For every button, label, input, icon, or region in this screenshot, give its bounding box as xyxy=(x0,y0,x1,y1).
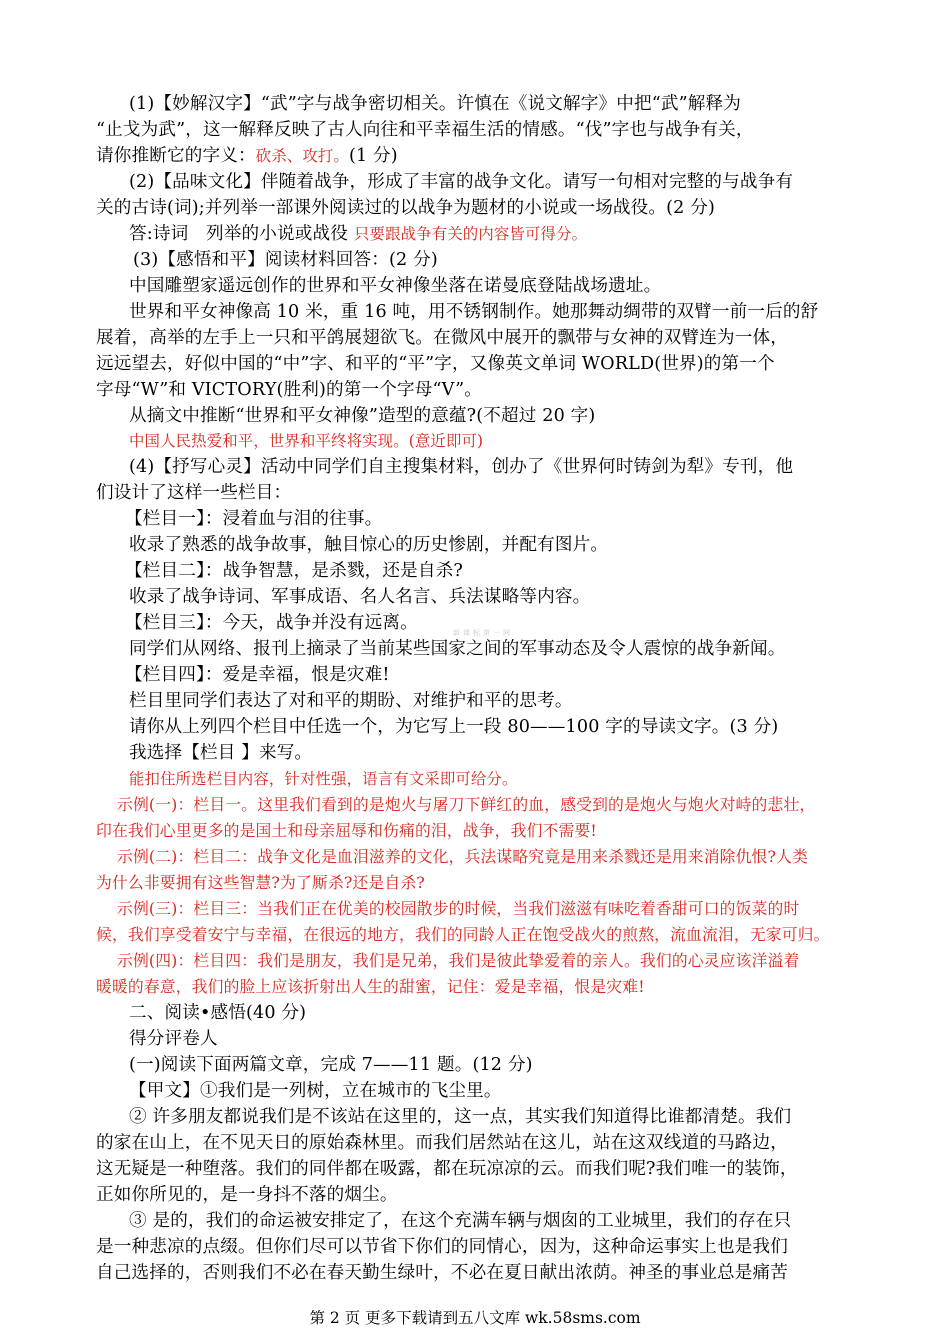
example-1-line-1: 示例(一)：栏目一。这里我们看到的是炮火与屠刀下鲜红的血，感受到的是炮火与炮火对峙的悲壮， xyxy=(117,795,816,814)
q2-line-2: 关的古诗(词);并列举一部课外阅读过的以战争为题材的小说或一场战役。(2 分) xyxy=(96,198,716,218)
q3-heading: (3)【感悟和平】阅读材料回答：(2 分) xyxy=(133,250,438,270)
q3-material-5: 字母“W”和 VICTORY(胜利)的第一个字母“V”。 xyxy=(96,380,482,400)
text-a-p3-line-3: 自己选择的，否则我们不必在春天勤生绿叶，不必在夏日献出浓荫。神圣的事业总是痛苦 xyxy=(96,1263,789,1283)
column-3-title: 【栏目三】：今天，战争并没有远离。 xyxy=(125,613,418,633)
watermark-text: 新课标第一网 xyxy=(453,629,513,637)
example-2-line-1: 示例(二)：栏目二：战争文化是血泪滋养的文化，兵法谋略究竟是用来杀戮还是用来消除仇恨?人类 xyxy=(117,847,809,866)
score-reviewer: 得分评卷人 xyxy=(129,1029,218,1049)
example-4-line-1: 示例(四)：栏目四：我们是朋友，我们是兄弟，我们是彼此挚爱着的亲人。我们的心灵应该洋溢着 xyxy=(117,951,800,970)
column-4-desc: 栏目里同学们表达了对和平的期盼、对维护和平的思考。 xyxy=(129,691,573,711)
text-a-p1: 【甲文】①我们是一列树，立在城市的飞尘里。 xyxy=(129,1081,502,1101)
q2-line-1: (2)【品味文化】伴随着战争，形成了丰富的战争文化。请写一句相对完整的与战争有 xyxy=(129,172,794,192)
example-4-line-2: 暖暖的春意，我们的脸上应该折射出人生的甜蜜，记住：爱是幸福，恨是灾难! xyxy=(96,977,645,996)
q3-material-4: 远远望去，好似中国的“中”字、和平的“平”字，又像英文单词 WORLD(世界)的第一个 xyxy=(96,354,775,374)
text-a-p3-line-1: ③ 是的，我们的命运被安排定了，在这个充满车辆与烟囱的工业城里，我们的存在只 xyxy=(129,1211,792,1231)
q4-scoring: 能扣住所选栏目内容，针对性强，语言有文采即可给分。 xyxy=(129,770,518,788)
example-1-line-2: 印在我们心里更多的是国土和母亲屈辱和伤痛的泪，战争，我们不需要! xyxy=(96,821,597,840)
text-a-p2-line-2: 的家在山上，在不见天日的原始森林里。而我们居然站在这儿，站在这双线道的马路边， xyxy=(96,1133,789,1153)
q3-material-3: 展着，高举的左手上一只和平鸽展翅欲飞。在微风中展开的飘带与女神的双臂连为一体， xyxy=(96,328,789,348)
page-footer: 第 2 页 更多下载请到五八文库 wk.58sms.com xyxy=(309,1309,641,1327)
q1-prompt: 请你推断它的字义： xyxy=(96,146,256,166)
text-a-p2-line-1: ② 许多朋友都说我们是不该站在这里的，这一点，其实我们知道得比谁都清楚。我们 xyxy=(129,1107,792,1127)
q2-answer-line xyxy=(129,221,587,247)
q1-line-3 xyxy=(96,143,398,169)
column-2-desc: 收录了战争诗词、军事成语、名人名言、兵法谋略等内容。 xyxy=(129,587,591,607)
q3-material-2: 世界和平女神像高 10 米，重 16 吨，用不锈钢制作。她那舞动绸带的双臂一前一后的舒 xyxy=(129,302,819,322)
q3-material-1: 中国雕塑家遥远创作的世界和平女神像坐落在诺曼底登陆战场遗址。 xyxy=(129,276,662,296)
column-4-title: 【栏目四】：爱是幸福，恨是灾难! xyxy=(125,665,390,685)
q4-line-1: (4)【抒写心灵】活动中同学们自主搜集材料，创办了《世界何时铸剑为犁》专刊，他 xyxy=(129,457,794,477)
q4-choice: 我选择【栏目 】来写。 xyxy=(129,743,313,763)
example-3-line-2: 候，我们享受着安宁与幸福，在很远的地方，我们的同龄人正在饱受战火的煎熬，流血流泪，无家可归。 xyxy=(96,925,830,944)
q1-score: (1 分) xyxy=(348,146,398,166)
q3-question: 从摘文中推断“世界和平女神像”造型的意蕴?(不超过 20 字) xyxy=(129,406,596,426)
q4-line-2: 们设计了这样一些栏目： xyxy=(96,483,292,503)
example-3-line-1: 示例(三)：栏目三：当我们正在优美的校园散步的时候，当我们滋滋有味吃着香甜可口的饭菜的时 xyxy=(117,899,800,918)
q1-answer: 砍杀、攻打。 xyxy=(255,147,349,165)
q2-answer-label: 答:诗词 列举的小说或战役 xyxy=(129,224,349,244)
q3-answer: 中国人民热爱和平，世界和平终将实现。(意近即可) xyxy=(129,432,484,450)
q2-answer: 只要跟战争有关的内容皆可得分。 xyxy=(354,225,588,243)
column-2-title: 【栏目二】：战争智慧，是杀戮，还是自杀? xyxy=(125,561,463,581)
text-a-p3-line-2: 是一种悲凉的点缀。但你们尽可以节省下你们的同情心，因为，这种命运事实上也是我们 xyxy=(96,1237,789,1257)
section-2-title: 二、阅读•感悟(40 分) xyxy=(129,1003,307,1023)
reading-instructions: (一)阅读下面两篇文章，完成 7——11 题。(12 分) xyxy=(129,1055,533,1075)
column-1-desc: 收录了熟悉的战争故事，触目惊心的历史惨剧，并配有图片。 xyxy=(129,535,609,555)
example-2-line-2: 为什么非要拥有这些智慧?为了厮杀?还是自杀? xyxy=(96,873,425,892)
column-1-title: 【栏目一】：浸着血与泪的往事。 xyxy=(125,509,383,529)
text-a-p2-line-3: 这无疑是一种堕落。我们的同伴都在吸露，都在玩凉凉的云。而我们呢?我们唯一的装饰， xyxy=(96,1159,798,1179)
q1-line-1: (1)【妙解汉字】“武”字与战争密切相关。许慎在《说文解字》中把“武”解释为 xyxy=(129,94,742,114)
column-3-desc: 同学们从网络、报刊上摘录了当前某些国家之间的军事动态及令人震惊的战争新闻。 xyxy=(129,639,786,659)
q1-line-2: “止戈为武”，这一解释反映了古人向往和平幸福生活的情感。“伐”字也与战争有关， xyxy=(96,120,754,140)
q4-task: 请你从上列四个栏目中任选一个，为它写上一段 80——100 字的导读文字。(3 分) xyxy=(129,717,779,737)
text-a-p2-line-4: 正如你所见的，是一身抖不落的烟尘。 xyxy=(96,1185,398,1205)
